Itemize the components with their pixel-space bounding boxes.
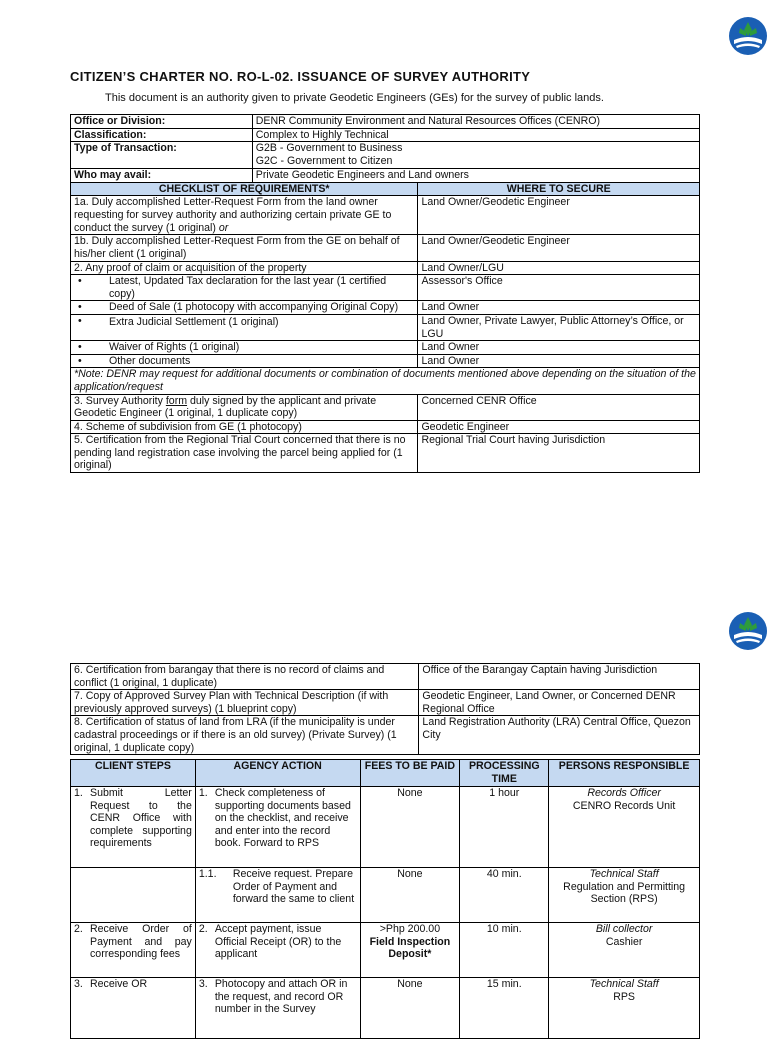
- fee-1: None: [360, 787, 460, 868]
- classification-label: Classification:: [71, 128, 253, 142]
- requirement-1b: 1b. Duly accomplished Letter-Request Form from the GE on behalf of his/her client (1 original): [71, 235, 418, 261]
- table-header-row: [71, 182, 700, 196]
- table-row: [71, 235, 700, 261]
- requirement-6-source: Office of the Barangay Captain having Jurisdiction: [419, 664, 700, 690]
- requirement-2c-source: Land Owner, Private Lawyer, Public Attorney’s Office, or LGU: [418, 314, 700, 340]
- table-row: [71, 368, 700, 394]
- table-row: [71, 196, 700, 235]
- agency-action-3: 3. Photocopy and attach OR in the request, and record OR number in the Survey: [195, 978, 360, 1039]
- client-step-1-1: [71, 868, 196, 923]
- table-row: [71, 434, 700, 473]
- page-title: CITIZEN’S CHARTER NO. RO-L-02. ISSUANCE OF SURVEY AUTHORITY: [70, 69, 531, 84]
- table-row: [71, 868, 700, 923]
- agency-action-1-1: 1.1. Receive request. Prepare Order of Payment and forward the same to client: [195, 868, 360, 923]
- time-3: 15 min.: [460, 978, 549, 1039]
- office-value: DENR Community Environment and Natural Resources Offices (CENRO): [252, 115, 699, 129]
- processing-time-header: PROCESSING TIME: [460, 760, 549, 787]
- requirement-7-source: Geodetic Engineer, Land Owner, or Concerned DENR Regional Office: [419, 690, 700, 716]
- requirement-6: 6. Certification from barangay that there is no record of claims and conflict (1 original, 1 duplicate): [71, 664, 419, 690]
- fee-1-1: None: [360, 868, 460, 923]
- time-1: 1 hour: [460, 787, 549, 868]
- table-row: [71, 978, 700, 1039]
- requirement-2e-source: Land Owner: [418, 354, 700, 368]
- checklist-note: *Note: DENR may request for additional documents or combination of documents mentioned above depending on the situation of the application/request: [71, 368, 700, 394]
- table-row: [71, 420, 700, 434]
- agency-action-header: AGENCY ACTION: [195, 760, 360, 787]
- checklist-header: CHECKLIST OF REQUIREMENTS*: [71, 182, 418, 196]
- where-to-secure-header: WHERE TO SECURE: [418, 182, 700, 196]
- agency-action-1: 1. Check completeness of supporting documents based on the checklist, and receive and enter into the record book. Forward to RPS: [195, 787, 360, 868]
- requirement-2a-source: Assessor's Office: [418, 275, 700, 301]
- fee-2: >Php 200.00 Field Inspection Deposit*: [360, 923, 460, 978]
- requirement-2-source: Land Owner/LGU: [418, 261, 700, 275]
- table-row: [71, 301, 700, 315]
- agency-action-2: 2. Accept payment, issue Official Receipt (OR) to the applicant: [195, 923, 360, 978]
- time-2: 10 min.: [460, 923, 549, 978]
- requirements-table: [70, 114, 700, 473]
- requirement-8-source: Land Registration Authority (LRA) Central Office, Quezon City: [419, 716, 700, 755]
- requirement-5-source: Regional Trial Court having Jurisdiction: [418, 434, 700, 473]
- requirement-2d-source: Land Owner: [418, 341, 700, 355]
- table-row: [71, 169, 700, 183]
- client-step-1: 1. Submit Letter Request to the CENR Office with complete supporting requirements: [71, 787, 196, 868]
- requirement-2a: • Latest, Updated Tax declaration for the last year (1 certified copy): [71, 275, 418, 301]
- requirement-5: 5. Certification from the Regional Trial Court concerned that there is no pending land registration case involving the parcel being applied for (1 original): [71, 434, 418, 473]
- table-row: [71, 354, 700, 368]
- client-step-3: 3. Receive OR: [71, 978, 196, 1039]
- requirements-continued-table: [70, 663, 700, 755]
- table-row: [71, 923, 700, 978]
- requirement-4: 4. Scheme of subdivision from GE (1 photocopy): [71, 420, 418, 434]
- classification-value: Complex to Highly Technical: [252, 128, 699, 142]
- denr-logo-icon: [728, 611, 768, 651]
- requirement-2e: • Other documents: [71, 354, 418, 368]
- requirement-4-source: Geodetic Engineer: [418, 420, 700, 434]
- office-label: Office or Division:: [71, 115, 253, 129]
- transaction-g2c: G2C - Government to Citizen: [255, 154, 393, 167]
- denr-logo-icon: [728, 16, 768, 56]
- table-row: [71, 394, 700, 420]
- requirement-3-source: Concerned CENR Office: [418, 394, 700, 420]
- intro-text: This document is an authority given to private Geodetic Engineers (GEs) for the survey of public lands.: [105, 92, 604, 104]
- requirement-2: 2. Any proof of claim or acquisition of the property: [71, 261, 418, 275]
- table-row: [71, 716, 700, 755]
- table-row: [71, 275, 700, 301]
- persons-responsible-header: PERSONS RESPONSIBLE: [549, 760, 700, 787]
- client-step-2: 2. Receive Order of Payment and pay corresponding fees: [71, 923, 196, 978]
- table-row: [71, 690, 700, 716]
- requirement-1a: 1a. Duly accomplished Letter-Request Form from the land owner requesting for survey authority and authorizing certain private GE to conduct the survey (1 original) or: [71, 196, 418, 235]
- requirement-7: 7. Copy of Approved Survey Plan with Technical Description (if with previously approved surveys) (1 blueprint copy): [71, 690, 419, 716]
- person-2: Bill collector Cashier: [549, 923, 700, 978]
- person-3: Technical Staff RPS: [549, 978, 700, 1039]
- fees-header: FEES TO BE PAID: [360, 760, 460, 787]
- transaction-type-label: Type of Transaction:: [71, 142, 253, 169]
- who-may-avail-label: Who may avail:: [71, 169, 253, 183]
- fee-3: None: [360, 978, 460, 1039]
- requirement-3: 3. Survey Authority form duly signed by the applicant and private Geodetic Engineer (1 original, 1 duplicate copy): [71, 394, 418, 420]
- transaction-g2b: G2B - Government to Business: [255, 142, 403, 155]
- requirement-2d: • Waiver of Rights (1 original): [71, 341, 418, 355]
- table-row: [71, 115, 700, 129]
- table-row: [71, 128, 700, 142]
- table-row: [71, 341, 700, 355]
- time-1-1: 40 min.: [460, 868, 549, 923]
- requirement-8: 8. Certification of status of land from LRA (if the municipality is under cadastral proceedings or if there is an old survey) (Private Survey) (1 original, 1 duplicate copy): [71, 716, 419, 755]
- who-may-avail-value: Private Geodetic Engineers and Land owners: [252, 169, 699, 183]
- requirement-2c: • Extra Judicial Settlement (1 original): [71, 314, 418, 340]
- transaction-type-value: [252, 142, 699, 169]
- table-row: [71, 314, 700, 340]
- table-row: [71, 261, 700, 275]
- table-row: [71, 787, 700, 868]
- requirement-2b-source: Land Owner: [418, 301, 700, 315]
- client-steps-header: CLIENT STEPS: [71, 760, 196, 787]
- requirement-1a-source: Land Owner/Geodetic Engineer: [418, 196, 700, 235]
- requirement-1b-source: Land Owner/Geodetic Engineer: [418, 235, 700, 261]
- table-row: [71, 142, 700, 169]
- person-1: Records Officer CENRO Records Unit: [549, 787, 700, 868]
- table-header-row: [71, 760, 700, 787]
- process-steps-table: [70, 759, 700, 1039]
- person-1-1: Technical Staff Regulation and Permitting Section (RPS): [549, 868, 700, 923]
- table-row: [71, 664, 700, 690]
- requirement-2b: • Deed of Sale (1 photocopy with accompanying Original Copy): [71, 301, 418, 315]
